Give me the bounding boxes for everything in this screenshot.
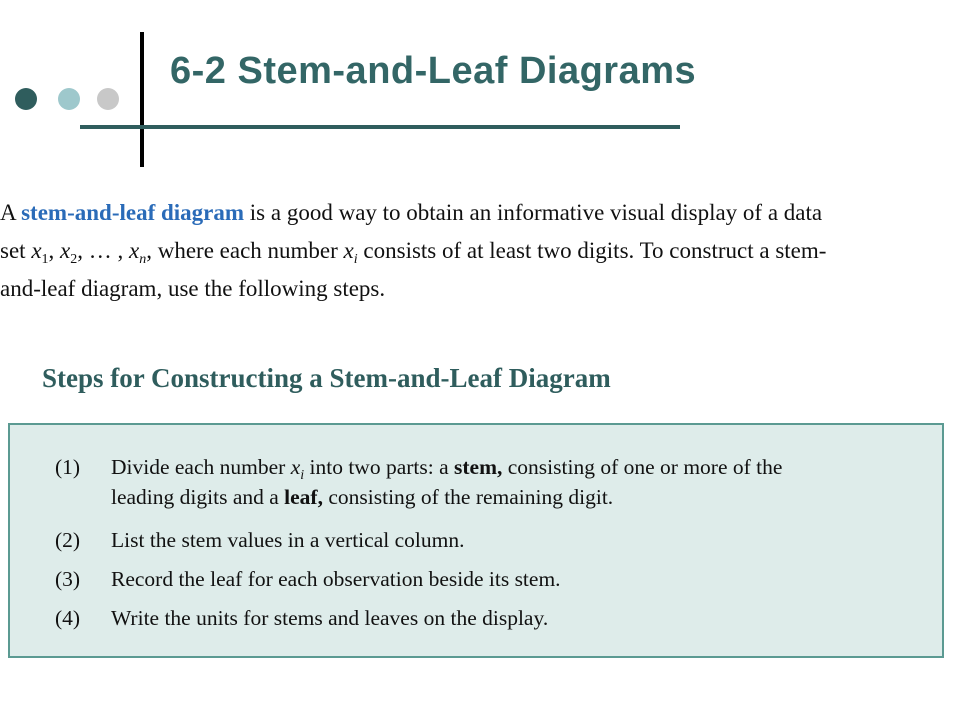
step-text: Divide each number $x_i$ into two parts: a stem, consisting of one or more of the leading digits and a leaf, consisting of the remaining digit.	[111, 455, 783, 509]
slide-title: 6-2 Stem-and-Leaf Diagrams	[170, 50, 697, 92]
step-text: List the stem values in a vertical column.	[111, 528, 465, 552]
step-number: (4)	[55, 606, 81, 630]
steps-heading: Steps for Constructing a Stem-and-Leaf Diagram	[42, 363, 611, 393]
step-number: (1)	[55, 455, 81, 479]
decorative-dot-gray	[97, 88, 119, 110]
step-number: (2)	[55, 528, 81, 552]
intro-line-1: A stem-and-leaf diagram is a good way to obtain an informative visual display of a data	[0, 200, 823, 225]
intro-line-3: and-leaf diagram, use the following steps.	[0, 276, 386, 301]
step-text: Write the units for stems and leaves on the display.	[111, 606, 549, 630]
decorative-dot-teal	[58, 88, 80, 110]
decorative-dot-dark	[15, 88, 37, 110]
step-number: (3)	[55, 567, 81, 591]
intro-paragraph	[0, 194, 955, 308]
steps-box	[8, 423, 944, 658]
leaf-term: leaf,	[284, 485, 323, 509]
intro-line-2: set $x_1$, $x_2$, … , $x_n$, where each number $x_i$ consists of at least two digits. To construct a stem-	[0, 238, 827, 267]
step-text: Record the leaf for each observation beside its stem.	[111, 567, 561, 591]
stem-term: stem,	[454, 455, 503, 479]
title-vertical-rule	[140, 32, 144, 167]
stem-and-leaf-term: stem-and-leaf diagram	[21, 200, 245, 225]
title-horizontal-rule	[80, 125, 680, 129]
